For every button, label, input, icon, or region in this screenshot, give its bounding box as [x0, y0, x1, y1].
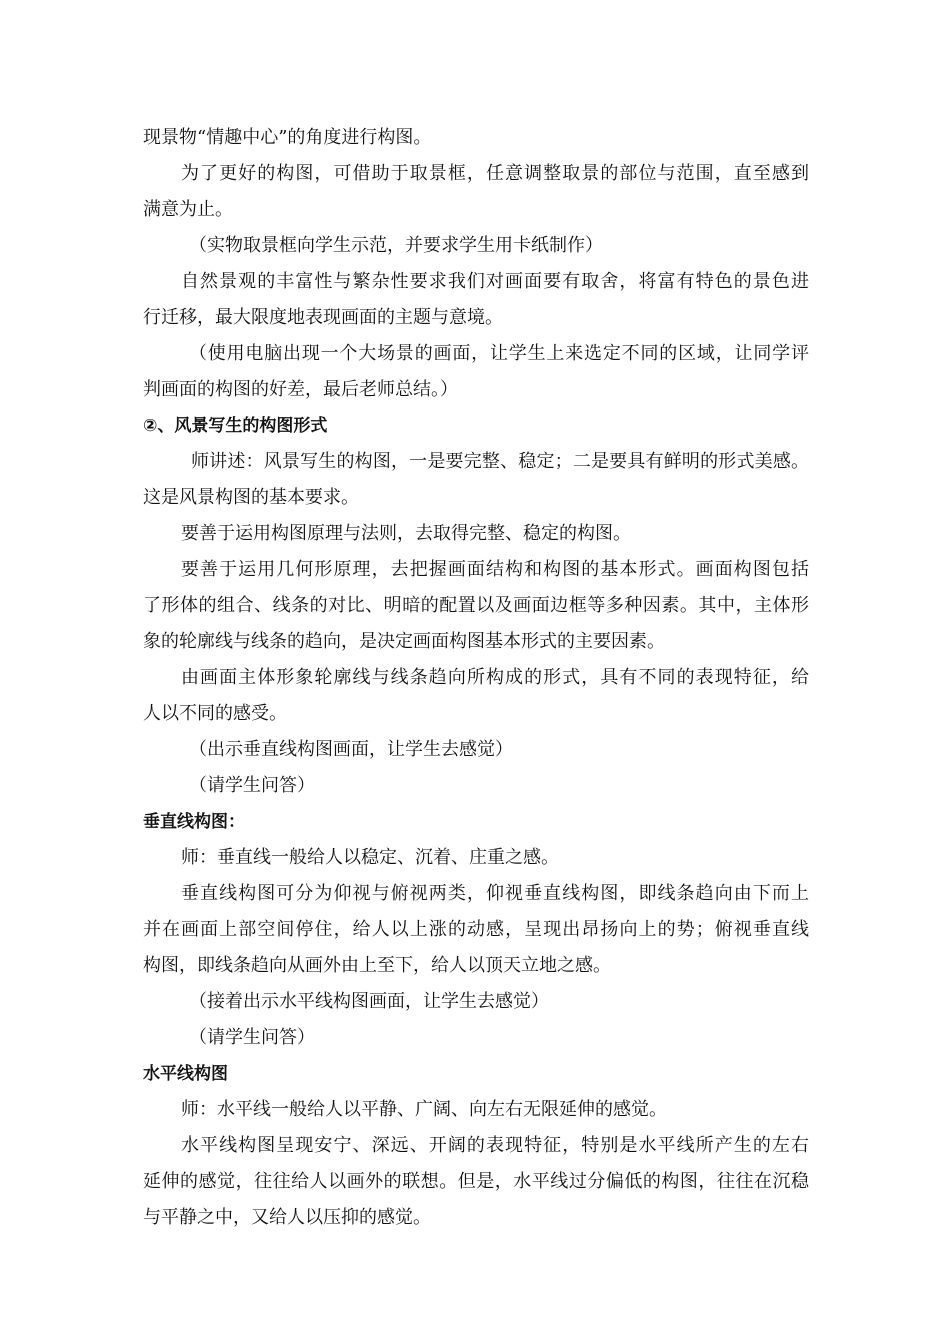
- paragraph-line: 为了更好的构图，可借助于取景框，任意调整取景的部位与范围，直至感到: [181, 163, 809, 184]
- paragraph-line: 并在画面上部空间停住，给人以上涨的动感，呈现出昂扬向上的势；俯视垂直线: [143, 919, 809, 940]
- teaching-note: （实物取景框向学生示范，并要求学生用卡纸制作）: [189, 235, 603, 256]
- teaching-note: （使用电脑出现一个大场景的画面，让学生上来选定不同的区域，让同学评: [189, 343, 809, 364]
- paragraph-line: 师：水平线一般给人以平静、广阔、向左右无限延伸的感觉。: [181, 1099, 667, 1120]
- paragraph-line: 水平线构图呈现安宁、深远、开阔的表现特征，特别是水平线所产生的左右: [181, 1135, 809, 1156]
- document-page: [143, 120, 809, 1236]
- subsection-heading: 水平线构图: [143, 1064, 228, 1084]
- paragraph-line: 现景物“情趣中心”的角度进行构图。: [143, 127, 432, 148]
- paragraph-line: 由画面主体形象轮廓线与线条趋向所构成的形式，具有不同的表现特征，给: [181, 667, 809, 688]
- paragraph-line: 满意为止。: [143, 199, 233, 220]
- paragraph-line: 行迁移，最大限度地表现画面的主题与意境。: [143, 307, 503, 328]
- paragraph-line: 垂直线构图可分为仰视与俯视两类，仰视垂直线构图，即线条趋向由下而上: [181, 883, 809, 904]
- paragraph-line: 这是风景构图的基本要求。: [143, 487, 359, 508]
- subsection-heading: 垂直线构图：: [143, 812, 245, 832]
- paragraph-line: 要善于运用几何形原理，去把握画面结构和构图的基本形式。画面构图包括: [181, 559, 809, 580]
- paragraph-line: 师：垂直线一般给人以稳定、沉着、庄重之感。: [181, 847, 559, 868]
- teaching-note: （请学生问答）: [189, 1027, 315, 1048]
- paragraph-line: 延伸的感觉，往往给人以画外的联想。但是，水平线过分偏低的构图，往往在沉稳: [143, 1171, 809, 1192]
- teaching-note: （接着出示水平线构图画面，让学生去感觉）: [189, 991, 549, 1012]
- paragraph-line: 要善于运用构图原理与法则，去取得完整、稳定的构图。: [181, 523, 631, 544]
- paragraph-line: 构图，即线条趋向从画外由上至下，给人以顶天立地之感。: [143, 955, 611, 976]
- paragraph-line: 自然景观的丰富性与繁杂性要求我们对画面要有取舍，将富有特色的景色进: [181, 271, 809, 292]
- section-heading: ②、风景写生的构图形式: [143, 416, 328, 436]
- paragraph-line: 与平静之中，又给人以压抑的感觉。: [143, 1207, 431, 1228]
- paragraph-line: 象的轮廓线与线条的趋向，是决定画面构图基本形式的主要因素。: [143, 631, 665, 652]
- paragraph-line: 人以不同的感受。: [143, 703, 287, 724]
- teaching-note: （请学生问答）: [189, 775, 315, 796]
- paragraph-line: 了形体的组合、线条的对比、明暗的配置以及画面边框等多种因素。其中，主体形: [143, 595, 809, 616]
- paragraph-line: 师讲述：风景写生的构图，一是要完整、稳定；二是要具有鲜明的形式美感。: [191, 451, 809, 472]
- teaching-note: （出示垂直线构图画面，让学生去感觉）: [189, 739, 513, 760]
- teaching-note: 判画面的构图的好差，最后老师总结。）: [143, 379, 458, 400]
